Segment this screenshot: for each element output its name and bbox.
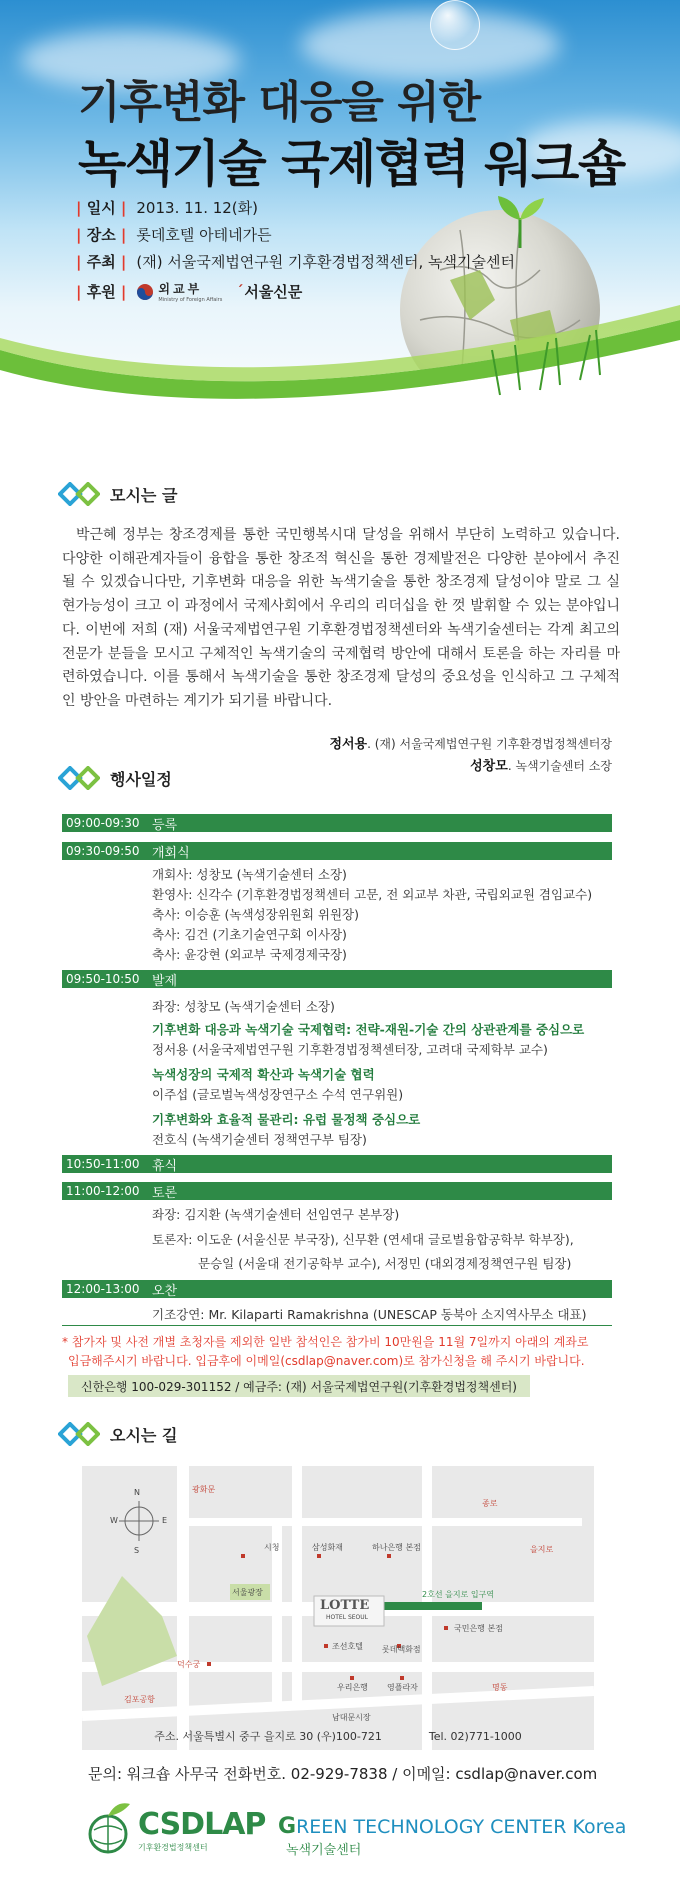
session-registration: 09:00-09:30 등록 <box>62 814 612 832</box>
host-label: 주최 <box>86 253 116 271</box>
map-label-lottedept: 롯데백화점 <box>382 1645 421 1654</box>
map-label-kookmin: 국민은행 본점 <box>454 1624 503 1633</box>
csdlap-text: CSDLAP <box>138 1807 266 1842</box>
gtc-sub: 녹색기술센터 <box>286 1843 362 1858</box>
globe-leaf-icon <box>86 1800 134 1860</box>
grass-decoration <box>0 250 680 440</box>
map-label-jongno: 종로 <box>482 1499 498 1508</box>
directions-heading: 오시는 길 <box>58 1422 177 1446</box>
opening-row: 개회사: 성창모 (녹색기술센터 소장) <box>152 867 347 882</box>
csdlap-sub: 기후환경법정책센터 <box>138 1843 208 1852</box>
compass-w: W <box>110 1516 118 1525</box>
bubble-decoration <box>430 0 480 50</box>
location-map <box>82 1466 594 1750</box>
map-label-myeongdong: 명동 <box>492 1683 508 1692</box>
presentation-topic: 기후변화 대응과 녹색기술 국제협력: 전략-재원-기술 간의 상관관계를 중심으로 <box>152 1022 585 1037</box>
contact-info: 문의: 워크숍 사무국 전화번호. 02-929-7838 / 이메일: csdlap@naver.com <box>88 1765 598 1783</box>
map-label-cityhall: 시청 <box>264 1543 280 1552</box>
map-tel: Tel. 02)771-1000 <box>428 1730 522 1743</box>
presentation-speaker: 전호식 (녹색기술센터 정책연구부 팀장) <box>152 1132 367 1147</box>
session-presentation: 09:50-10:50 발제 <box>62 970 612 988</box>
map-label-samsung: 삼성화재 <box>312 1543 343 1552</box>
presentation-speaker: 이주섭 (글로벌녹색성장연구소 수석 연구위원) <box>152 1087 404 1102</box>
map-label-kimpo: 김포공항 <box>124 1695 155 1704</box>
session-break: 10:50-11:00 휴식 <box>62 1155 612 1173</box>
event-venue: | 장소 | 롯데호텔 아테네가든 <box>76 226 272 244</box>
map-label-euljiro: 을지로 <box>530 1545 554 1554</box>
notice-line-1: * 참가자 및 사전 개별 초청자를 제외한 일반 참석인은 참가비 10만원을 11월 7일까지 아래의 계좌로 <box>62 1335 589 1349</box>
sponsor1-sub: Ministry of Foreign Affairs <box>158 297 223 303</box>
mofa-logo <box>136 280 222 303</box>
gtc-g: G <box>278 1814 297 1839</box>
compass-s: S <box>134 1546 140 1555</box>
event-sponsor: | 후원 | 외교부 Ministry of Foreign Affairs ˊ 서울신문 <box>76 282 303 303</box>
map-label-woori: 우리은행 <box>337 1683 368 1692</box>
schedule-divider <box>62 1325 612 1326</box>
csdlap-logo <box>86 1800 265 1860</box>
event-date: | 일시 | 2013. 11. 12(화) <box>76 199 259 217</box>
session-opening: 09:30-09:50 개회식 <box>62 842 612 860</box>
sponsor2-name: 서울신문 <box>244 283 303 301</box>
keynote-row: 기조강연: Mr. Kilaparti Ramakrishna (UNESCAP 동북아 소지역사무소 대표) <box>152 1307 587 1322</box>
double-ring-icon <box>58 482 100 506</box>
taegeuk-icon <box>136 283 154 301</box>
invitation-body: 박근혜 정부는 창조경제를 통한 국민행복시대 달성을 위해서 부단히 노력하고 있습니다. 다양한 이해관계자들이 융합을 통한 창조적 혁신을 통한 경제발전은 다양한 분야에서 추진될 수 있겠습니다만, 기후변화 대응을 위한 녹색기술을 통한 창조경제 달성이야 말로 그 실현가능성이 크고 이 과정에서 국제사회에서 우리의 리더십을 한 껏 발휘할 수 있는 분야입니다. 이번에 저희 (재) 서울국제법연구원 기후환경법정책센터와 녹색기술센터는 각계 최고의 전문가 분들을 모시고 구체적인 녹색기술의 국제협력 방안에 대해서 토론을 하는 자리를 마련하였습니다. 이를 통해서 녹색기술을 통한 창조경제 달성의 중요성을 인식하고 그 구체적인 방안을 마련하는 계기가 되기를 바랍니다. <box>62 527 620 709</box>
hero-banner <box>0 0 680 440</box>
discussion-chair: 좌장: 김지환 (녹색기술센터 선임연구 본부장) <box>152 1207 400 1222</box>
presentation-topic: 기후변화와 효율적 물관리: 유럽 물정책 중심으로 <box>152 1112 421 1127</box>
presentation-speaker: 정서용 (서울국제법연구원 기후환경법정책센터장, 고려대 국제학부 교수) <box>152 1042 548 1057</box>
map-label-namdaemun: 남대문시장 <box>332 1713 371 1722</box>
compass-e: E <box>162 1516 168 1525</box>
discussion-panel: 문승일 (서울대 전기공학부 교수), 서정민 (대외경제정책연구원 팀장) <box>198 1256 572 1271</box>
sponsor1-name: 외교부 <box>158 282 203 296</box>
date-value: 2013. 11. 12(화) <box>136 199 259 217</box>
venue-value: 롯데호텔 아테네가든 <box>136 226 272 244</box>
signature-1: 정서용. (재) 서울국제법연구원 기후환경법정책센터장 <box>329 737 612 752</box>
notice-line-2: 입금해주시기 바랍니다. 입금후에 이메일(csdlap@naver.com)로 참가신청을 해 주시기 바랍니다. <box>68 1354 585 1368</box>
title-line-2: 녹색기술 국제협력 워크숍 <box>78 135 625 193</box>
opening-row: 축사: 김건 (기초기술연구회 이사장) <box>152 927 347 942</box>
session-lunch: 12:00-13:00 오찬 <box>62 1280 612 1298</box>
bank-account: 신한은행 100-029-301152 / 예금주: (재) 서울국제법연구원(기후환경법정책센터) <box>68 1375 530 1397</box>
compass-n: N <box>134 1488 140 1497</box>
venue-label: 장소 <box>86 226 116 244</box>
map-label-hana: 하나은행 본점 <box>372 1543 421 1552</box>
map-label-plaza: 서울광장 <box>232 1588 263 1597</box>
signature-2: 성창모. 녹색기술센터 소장 <box>470 759 612 774</box>
map-label-lotte-sub: HOTEL SEOUL <box>326 1614 368 1621</box>
opening-row: 환영사: 신각수 (기후환경법정책센터 고문, 전 외교부 차관, 국립외교원 겸임교수) <box>152 887 593 902</box>
schedule-heading: 행사일정 <box>58 766 172 790</box>
date-label: 일시 <box>86 199 116 217</box>
gtc-logo <box>278 1814 626 1858</box>
host-value: (재) 서울국제법연구원 기후환경법정책센터, 녹색기술센터 <box>136 253 515 271</box>
map-label-lotte: LOTTE <box>320 1598 370 1613</box>
map-label-gwanghwamun: 광화문 <box>192 1485 216 1494</box>
map-label-deoksugung: 덕수궁 <box>177 1660 201 1669</box>
sprout-icon <box>490 190 550 250</box>
double-ring-icon <box>58 766 100 790</box>
gtc-text: REEN TECHNOLOGY CENTER Korea <box>296 1816 627 1838</box>
map-label-chosun: 조선호텔 <box>332 1642 363 1651</box>
opening-row: 축사: 이승훈 (녹색성장위원회 위원장) <box>152 907 360 922</box>
presentation-topic: 녹색성장의 국제적 확산과 녹색기술 협력 <box>152 1067 375 1082</box>
invitation-heading: 모시는 글 <box>58 482 177 506</box>
seoul-shinmun-logo: ˊ 서울신문 <box>236 283 303 301</box>
presentation-chair: 좌장: 성창모 (녹색기술센터 소장) <box>152 999 335 1014</box>
opening-row: 축사: 윤강현 (외교부 국제경제국장) <box>152 947 347 962</box>
discussion-panel: 토론자: 이도운 (서울신문 부국장), 신무환 (연세대 글로벌융합공학부 학부장), <box>152 1232 574 1247</box>
map-label-station: 2호선 을지로 입구역 <box>422 1590 494 1599</box>
title-line-1: 기후변화 대응을 위한 <box>78 77 481 128</box>
sponsor-label: 후원 <box>86 283 116 301</box>
map-address: 주소. 서울특별시 중구 을지로 30 (우)100-721 Tel. 02)771-1000 <box>154 1730 522 1743</box>
double-ring-icon <box>58 1422 100 1446</box>
map-label-youngpoong: 영플라자 <box>387 1683 418 1692</box>
session-discussion: 11:00-12:00 토론 <box>62 1182 612 1200</box>
event-host: | 주최 | (재) 서울국제법연구원 기후환경법정책센터, 녹색기술센터 <box>76 253 515 271</box>
